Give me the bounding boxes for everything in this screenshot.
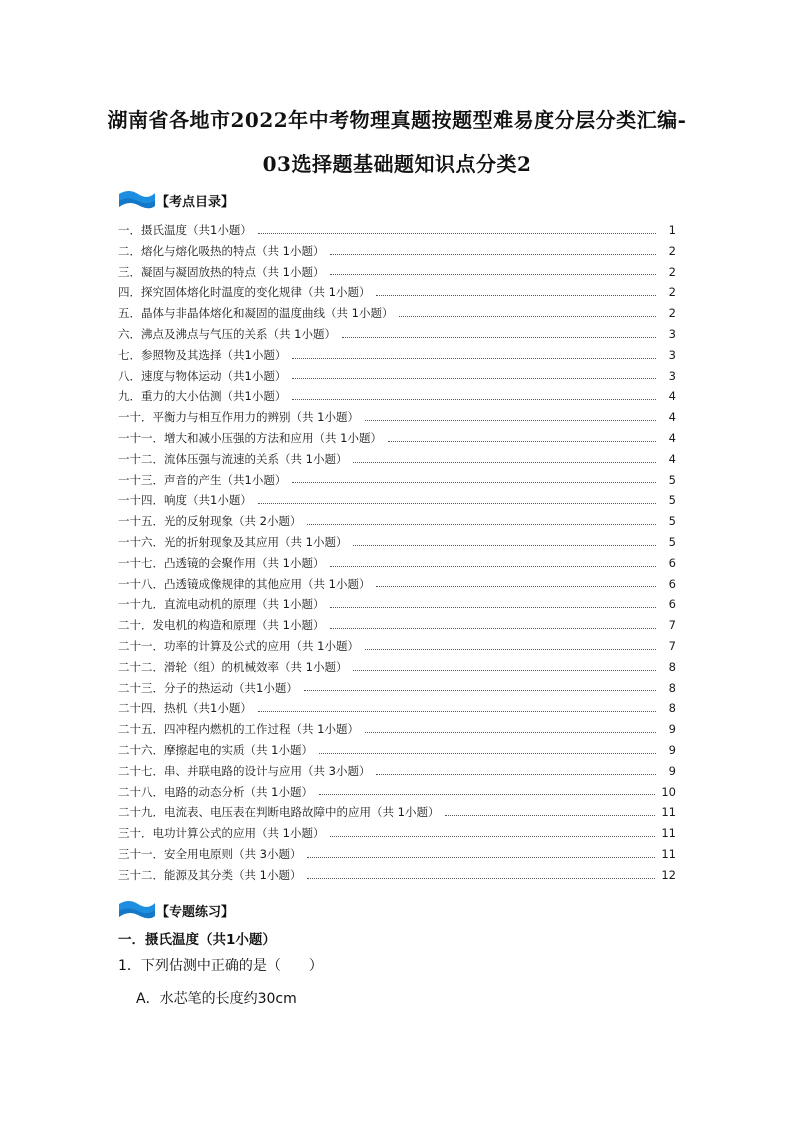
- toc-leader-dots: [330, 254, 656, 255]
- toc-entry-text: 一十二．流体压强与流速的关系（共 1小题）: [118, 451, 348, 466]
- toc-leader-dots: [258, 711, 656, 712]
- toc-leader-dots: [258, 503, 656, 504]
- toc-page-number: 8: [668, 701, 676, 716]
- toc-entry[interactable]: [118, 386, 676, 407]
- toc-page-number: 9: [668, 763, 676, 778]
- toc-page-number: 1: [668, 223, 676, 237]
- toc-leader-dots: [330, 566, 656, 567]
- toc-page-number: 3: [668, 368, 676, 383]
- toc-leader-dots: [365, 732, 656, 733]
- toc-entry[interactable]: [118, 657, 676, 678]
- toc-entry-text: 八．速度与物体运动（共1小题）: [118, 368, 287, 383]
- blue-flag-icon: [118, 189, 156, 211]
- toc-entry[interactable]: [118, 470, 676, 491]
- toc-entry[interactable]: [118, 698, 676, 719]
- toc-entry-text: 一十五．光的反射现象（共 2小题）: [118, 514, 302, 529]
- toc-entry-text: 三十二．能源及其分类（共 1小题）: [118, 867, 302, 882]
- toc-entry-text: 二十二．滑轮（组）的机械效率（共 1小题）: [118, 659, 348, 674]
- toc-entry[interactable]: [118, 428, 676, 449]
- toc-entry-text: 一．摄氏温度（共1小题）: [118, 223, 252, 237]
- toc-entry[interactable]: [118, 282, 676, 303]
- toc-page-number: 5: [668, 472, 676, 487]
- toc-entry[interactable]: [118, 345, 676, 366]
- toc-page-number: 8: [668, 680, 676, 695]
- toc-entry[interactable]: [118, 262, 676, 283]
- toc-entry-text: 一十七．凸透镜的会聚作用（共 1小题）: [118, 555, 325, 570]
- toc-entry-text: 一十．平衡力与相互作用力的辨别（共 1小题）: [118, 410, 359, 425]
- toc-entry[interactable]: [118, 823, 676, 844]
- toc-leader-dots: [258, 233, 656, 234]
- toc-entry[interactable]: [118, 553, 676, 574]
- toc-page-number: 9: [668, 742, 676, 757]
- toc-page-number: 5: [668, 514, 676, 529]
- toc-leader-dots: [445, 815, 655, 816]
- toc-entry-text: 二十五．四冲程内燃机的工作过程（共 1小题）: [118, 722, 359, 737]
- toc-entry[interactable]: [118, 615, 676, 636]
- toc-entry[interactable]: [118, 574, 676, 595]
- toc-page-number: 3: [668, 347, 676, 362]
- toc-entry-text: 五．晶体与非晶体熔化和凝固的温度曲线（共 1小题）: [118, 306, 394, 321]
- toc-leader-dots: [353, 545, 656, 546]
- toc-entry[interactable]: [118, 865, 676, 886]
- toc-entry-text: 三十一．安全用电原则（共 3小题）: [118, 846, 302, 861]
- toc-page-number: 5: [668, 493, 676, 508]
- toc-leader-dots: [330, 274, 656, 275]
- toc-page-number: 4: [668, 430, 676, 445]
- toc-leader-dots: [292, 378, 656, 379]
- toc-entry[interactable]: [118, 449, 676, 470]
- toc-page-number: 9: [668, 722, 676, 737]
- toc-leader-dots: [307, 878, 655, 879]
- toc-leader-dots: [376, 295, 656, 296]
- toc-entry[interactable]: [118, 303, 676, 324]
- toc-page-number: 7: [668, 618, 676, 633]
- toc-entry-text: 七．参照物及其选择（共1小题）: [118, 347, 287, 362]
- toc-leader-dots: [307, 857, 655, 858]
- toc-entry-text: 二十八．电路的动态分析（共 1小题）: [118, 784, 313, 799]
- toc-entry-text: 二十六．摩擦起电的实质（共 1小题）: [118, 742, 313, 757]
- toc-leader-dots: [304, 690, 656, 691]
- toc-page-number: 4: [668, 451, 676, 466]
- blue-flag-icon: [118, 899, 156, 921]
- toc-entry[interactable]: [118, 490, 676, 511]
- toc-leader-dots: [330, 628, 656, 629]
- toc-entry[interactable]: [118, 511, 676, 532]
- toc-page-number: 7: [668, 638, 676, 653]
- practice-header: [118, 898, 234, 922]
- question-stem: 1．下列估测中正确的是（ ）: [118, 958, 323, 974]
- toc-entry-text: 二十七．串、并联电路的设计与应用（共 3小题）: [118, 763, 371, 778]
- toc-entry-text: 六．沸点及沸点与气压的关系（共 1小题）: [118, 326, 336, 341]
- toc-page-number: 2: [668, 243, 676, 258]
- toc-entry[interactable]: [118, 782, 676, 803]
- toc-entry[interactable]: [118, 407, 676, 428]
- toc-leader-dots: [319, 753, 656, 754]
- toc-entry[interactable]: [118, 532, 676, 553]
- toc-entry-text: 一十四．响度（共1小题）: [118, 493, 252, 508]
- toc-entry-text: 一十一．增大和减小压强的方法和应用（共 1小题）: [118, 430, 382, 445]
- toc-entry-text: 二．熔化与熔化吸热的特点（共 1小题）: [118, 243, 325, 258]
- toc-leader-dots: [399, 316, 656, 317]
- toc-leader-dots: [365, 420, 656, 421]
- toc-leader-dots: [292, 358, 656, 359]
- toc-entry-text: 九．重力的大小估测（共1小题）: [118, 389, 287, 404]
- toc-page-number: 4: [668, 410, 676, 425]
- toc-leader-dots: [353, 670, 656, 671]
- toc-leader-dots: [319, 794, 655, 795]
- toc-entry-text: 二十一．功率的计算及公式的应用（共 1小题）: [118, 638, 359, 653]
- toc-leader-dots: [307, 524, 656, 525]
- toc-page-number: 6: [668, 576, 676, 591]
- table-of-contents: [118, 220, 676, 886]
- document-title-line-2: 03选择题基础题知识点分类2: [262, 152, 532, 176]
- practice-header-label: 【专题练习】: [156, 904, 235, 920]
- toc-entry[interactable]: [118, 636, 676, 657]
- toc-entry-text: 二十九．电流表、电压表在判断电路故障中的应用（共 1小题）: [118, 805, 440, 820]
- toc-page-number: 2: [668, 264, 676, 279]
- toc-entry[interactable]: [118, 366, 676, 387]
- toc-entry[interactable]: [118, 678, 676, 699]
- toc-leader-dots: [292, 482, 656, 483]
- toc-leader-dots: [388, 441, 656, 442]
- toc-page-number: 10: [661, 784, 676, 799]
- toc-entry-text: 一十八．凸透镜成像规律的其他应用（共 1小题）: [118, 576, 371, 591]
- toc-page-number: 4: [668, 389, 676, 404]
- toc-leader-dots: [376, 774, 656, 775]
- toc-entry[interactable]: [118, 740, 676, 761]
- toc-entry[interactable]: [118, 761, 676, 782]
- toc-page-number: 2: [668, 306, 676, 321]
- toc-page-number: 5: [668, 534, 676, 549]
- toc-page-number: 12: [661, 867, 676, 882]
- toc-entry-text: 二十．发电机的构造和原理（共 1小题）: [118, 618, 325, 633]
- toc-entry-text: 二十四．热机（共1小题）: [118, 701, 252, 716]
- toc-entry[interactable]: [118, 220, 676, 241]
- toc-entry[interactable]: [118, 241, 676, 262]
- toc-page-number: 11: [661, 846, 676, 861]
- toc-page-number: 6: [668, 555, 676, 570]
- toc-page-number: 2: [668, 285, 676, 300]
- toc-leader-dots: [376, 586, 656, 587]
- toc-entry-text: 三十．电功计算公式的应用（共 1小题）: [118, 826, 325, 841]
- toc-entry[interactable]: [118, 594, 676, 615]
- toc-page-number: 8: [668, 659, 676, 674]
- toc-entry[interactable]: [118, 844, 676, 865]
- toc-leader-dots: [292, 399, 656, 400]
- toc-page-number: 11: [661, 805, 676, 820]
- toc-leader-dots: [330, 607, 656, 608]
- toc-page-number: 3: [668, 326, 676, 341]
- toc-entry-text: 一十三．声音的产生（共1小题）: [118, 472, 287, 487]
- toc-entry-text: 二十三．分子的热运动（共1小题）: [118, 680, 298, 695]
- toc-leader-dots: [342, 337, 656, 338]
- toc-leader-dots: [330, 836, 655, 837]
- toc-header-label: 【考点目录】: [156, 194, 235, 210]
- toc-leader-dots: [353, 462, 656, 463]
- toc-header: [118, 188, 234, 212]
- document-title-line-1: 湖南省各地市2022年中考物理真题按题型难易度分层分类汇编-: [107, 108, 687, 132]
- toc-entry[interactable]: [118, 802, 676, 823]
- section-title: 一．摄氏温度（共1小题）: [118, 932, 276, 948]
- toc-entry-text: 一十六．光的折射现象及其应用（共 1小题）: [118, 534, 348, 549]
- toc-entry[interactable]: [118, 324, 676, 345]
- toc-entry-text: 三．凝固与凝固放热的特点（共 1小题）: [118, 264, 325, 279]
- toc-entry-text: 四．探究固体熔化时温度的变化规律（共 1小题）: [118, 285, 371, 300]
- toc-page-number: 11: [661, 826, 676, 841]
- toc-entry-text: 一十九．直流电动机的原理（共 1小题）: [118, 597, 325, 612]
- toc-leader-dots: [365, 649, 656, 650]
- question-option-a: A．水芯笔的长度约30cm: [136, 991, 297, 1007]
- toc-page-number: 6: [668, 597, 676, 612]
- toc-entry[interactable]: [118, 719, 676, 740]
